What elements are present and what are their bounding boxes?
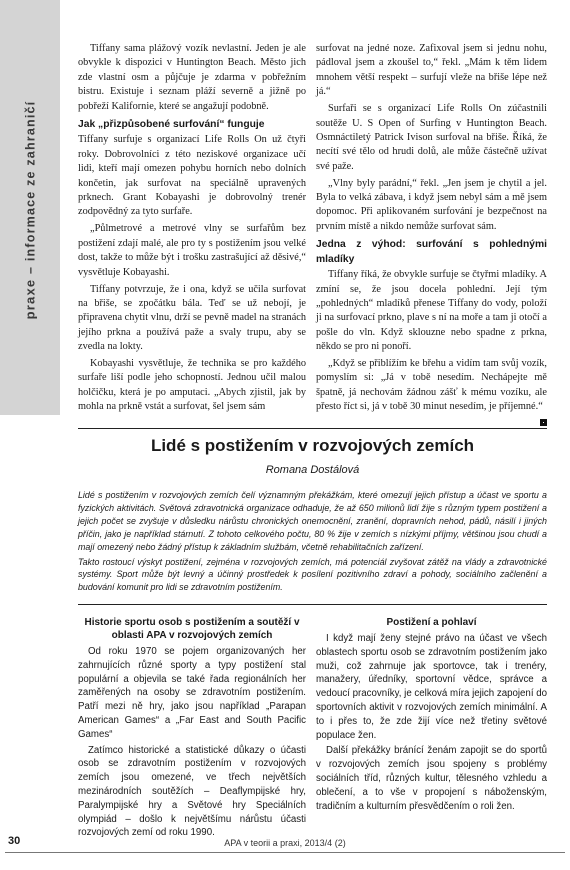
article-author: Romana Dostálová	[265, 464, 360, 476]
end-of-article-icon	[540, 419, 547, 426]
paragraph: „Vlny byly parádní,“ řekl. „Jen jsem je chytil a jel. Byla to velká zábava, i když jsem nebyl sám a mě jsem dopomoc. Při aplikovaném surfování je bezpečnost na prvním místě a nikdo nemůže surfovat sám.	[316, 177, 547, 232]
paragraph: Surfaři se s organizací Life Rolls On zúčastnili soutěže U. S Open of Surfing v Huntington Beach. Osmnáctiletý Patrick Ivison surfoval na břiše. Říká, že necítí své tělo od hrudi dolů, ale může částečně užívat své paže.	[316, 103, 547, 172]
article-column-right	[316, 616, 547, 815]
paragraph-text: „Když se přiblížím ke břehu a vidím tam svůj vozík, pomyslím si: „Já v tobě nesedím. Nechápejte mě špatně, já nechovám žádnou zášť k mému vozíku, ale přesto říct si, já v tobě 30 minut nesedím, je příjemné.“	[316, 358, 547, 413]
paragraph: Od roku 1970 se pojem organizovaných her zahrnujících různé sporty a typy postižení stal populární a objevila se také řada regionálních her zaměřených na osoby se zdravotním postižením. Patří mezi ně hry, jako jsou například „Parapan American Games“ a „Far East and South Pacific Games“	[78, 646, 306, 740]
paragraph: Kobayashi vysvětluje, že technika se pro každého surfaře liší podle jeho schopností. Jednou učil malou holčičku, která je po amputaci. „Abych zjistil, jak by mohla na prkně vstát a surfovat, šel jsem sám	[78, 358, 306, 413]
section-name: praxe	[22, 278, 38, 320]
paragraph: „Půlmetrové a metrové vlny se surfařům bez postižení zdají malé, ale pro ty s postižením jsou velké dost, takže to může být i trošku zastrašující až děsivé,“ vysvětluje Kobayashi.	[78, 223, 306, 278]
previous-article-column-left	[78, 42, 306, 417]
paragraph: I když mají ženy stejné právo na účast ve všech oblastech sportu osob se zdravotním postižením jako muži, což zahrnuje jak sportovce, tak i trenéry, manažery, úředníky, sportovní vědce, správce a vedoucí pracovníky, je celková míra jejich zapojení do sportovních aktivit v rozvojových zemích minimální. A to i přes to, že zde žijí více než třetiny světové populace žen.	[316, 633, 547, 741]
abstract-divider	[78, 604, 547, 605]
previous-article-column-right	[316, 42, 547, 426]
paragraph: Další překážky bránící ženám zapojit se do sportů v rozvojových zemích jsou spojeny s problémy sociálních tříd, různých kultur, tělesného vzhledu a oblečení, a to vše v propojení s náboženským, tradičním a kulturním přesvědčením o roli žen.	[316, 745, 547, 812]
journal-footer: APA v teorii a praxi, 2013/4 (2)	[224, 838, 346, 848]
paragraph: Tiffany surfuje s organizací Life Rolls On už čtyři roky. Dobrovolníci z této neziskové organizace učí lidi, kteří mají omezen pohybu horních nebo dolních končetin, jak surfovat na speciálně upravených prknech. Grant Kobayashi je dobrovolný trenér zodpovědný za tyto surfaře.	[78, 134, 306, 218]
section-sidebar	[0, 0, 60, 415]
footer-rule	[5, 852, 565, 853]
abstract-paragraph: Takto rostoucí výskyt postižení, zejména v rozvojových zemích, má potenciál zvyšovat zátěž na vlády a zdravotnické systémy. Sport může být levný a účinný prostředek k posílení pozitivního zdraví a pohody, sociálního začlenění a budování komunit pro lidi se zdravotním postižením.	[78, 556, 547, 593]
abstract-paragraph: Lidé s postižením v rozvojových zemích čelí významným překážkám, které omezují jejich přístup a účast ve sportu a fyzických aktivitách. Světová zdravotnická organizace odhaduje, že až 650 milionů lidí žije s různým typem postižení a jejich počet se zvyšuje v důsledku nárůstu chronických onemocnění, zranění, dopravních nehod, pádů, násilí i jiných příčin, jako je například stárnutí. Z tohoto celkového počtu, 80 % žije v zemích s nízkými příjmy, většinou jsou chudí a mají omezený nebo žádný přístup k základním službám, včetně rehabilitačních zařízení.	[78, 490, 547, 552]
section-heading: Historie sportu osob s postižením a soutěží v oblasti APA v rozvojových zemích	[84, 617, 300, 641]
paragraph: surfovat na jedné noze. Zafixoval jsem si jednu nohu, pádloval jsem a zkoušel to,“ řekl. „Mám k těm lidem mnohem větší respekt – surfují vleže na břiše lépe než já.“	[316, 43, 547, 98]
section-label	[23, 101, 38, 320]
article-title: Lidé s postižením v rozvojových zemích	[150, 436, 475, 455]
section-subtitle: informace ze zahraničí	[23, 100, 38, 262]
paragraph: Tiffany sama plážový vozík nevlastní. Jeden je ale obvykle k dispozici v Huntington Beach. Město jich zde vlastní osm a půjčuje je zdarma v pobřežním bistru. Existuje i seznam pláží severně a jižně po pobřeží Kalifornie, které se angažují podobně.	[78, 43, 306, 112]
paragraph: Zatímco historické a statistické důkazy o účasti osob se zdravotním postižením v rozvojových zemích jsou omezené, ve třech největších mezinárodních soutěžích – Deaflympijské hry, Paralympijské hry a Světové hry Speciálních olympiád – došlo k největšímu nárůstu účasti rozvojových zemí od roku 1990.	[78, 744, 306, 839]
paragraph: Tiffany potvrzuje, že i ona, když se učila surfovat na břiše, se zpočátku bála. Teď se už nebojí, je připravena chytit vlnu, drží se pevně madel na stranách jejího prkna a používá paže a svaly trupu, aby se zvedla na lokty.	[78, 283, 306, 353]
subheading: Jak „přizpůsobené surfování“ funguje	[78, 119, 265, 131]
page-number: 30	[8, 835, 21, 847]
article-column-left	[78, 616, 306, 842]
subheading: Jedna z výhod: surfování s pohlednými mladíky	[316, 239, 547, 265]
paragraph: Tiffany říká, že obvykle surfuje se čtyřmi mladíky. A zmíní se, že jsou docela pohlední. Její tým „pohledných“ mladíků přenese Tiffany do vody, položí ji na surfovací prkno, plave s ní na moře a tam ji otočí a pošle do vln. Když sklouzne nebo spadne z prkna, někdo se pro ni ponoří.	[316, 269, 547, 353]
section-dash: –	[23, 261, 38, 279]
paragraph	[316, 357, 547, 415]
article-abstract	[78, 489, 547, 596]
section-heading: Postižení a pohlaví	[386, 617, 477, 628]
article-divider	[78, 428, 547, 429]
